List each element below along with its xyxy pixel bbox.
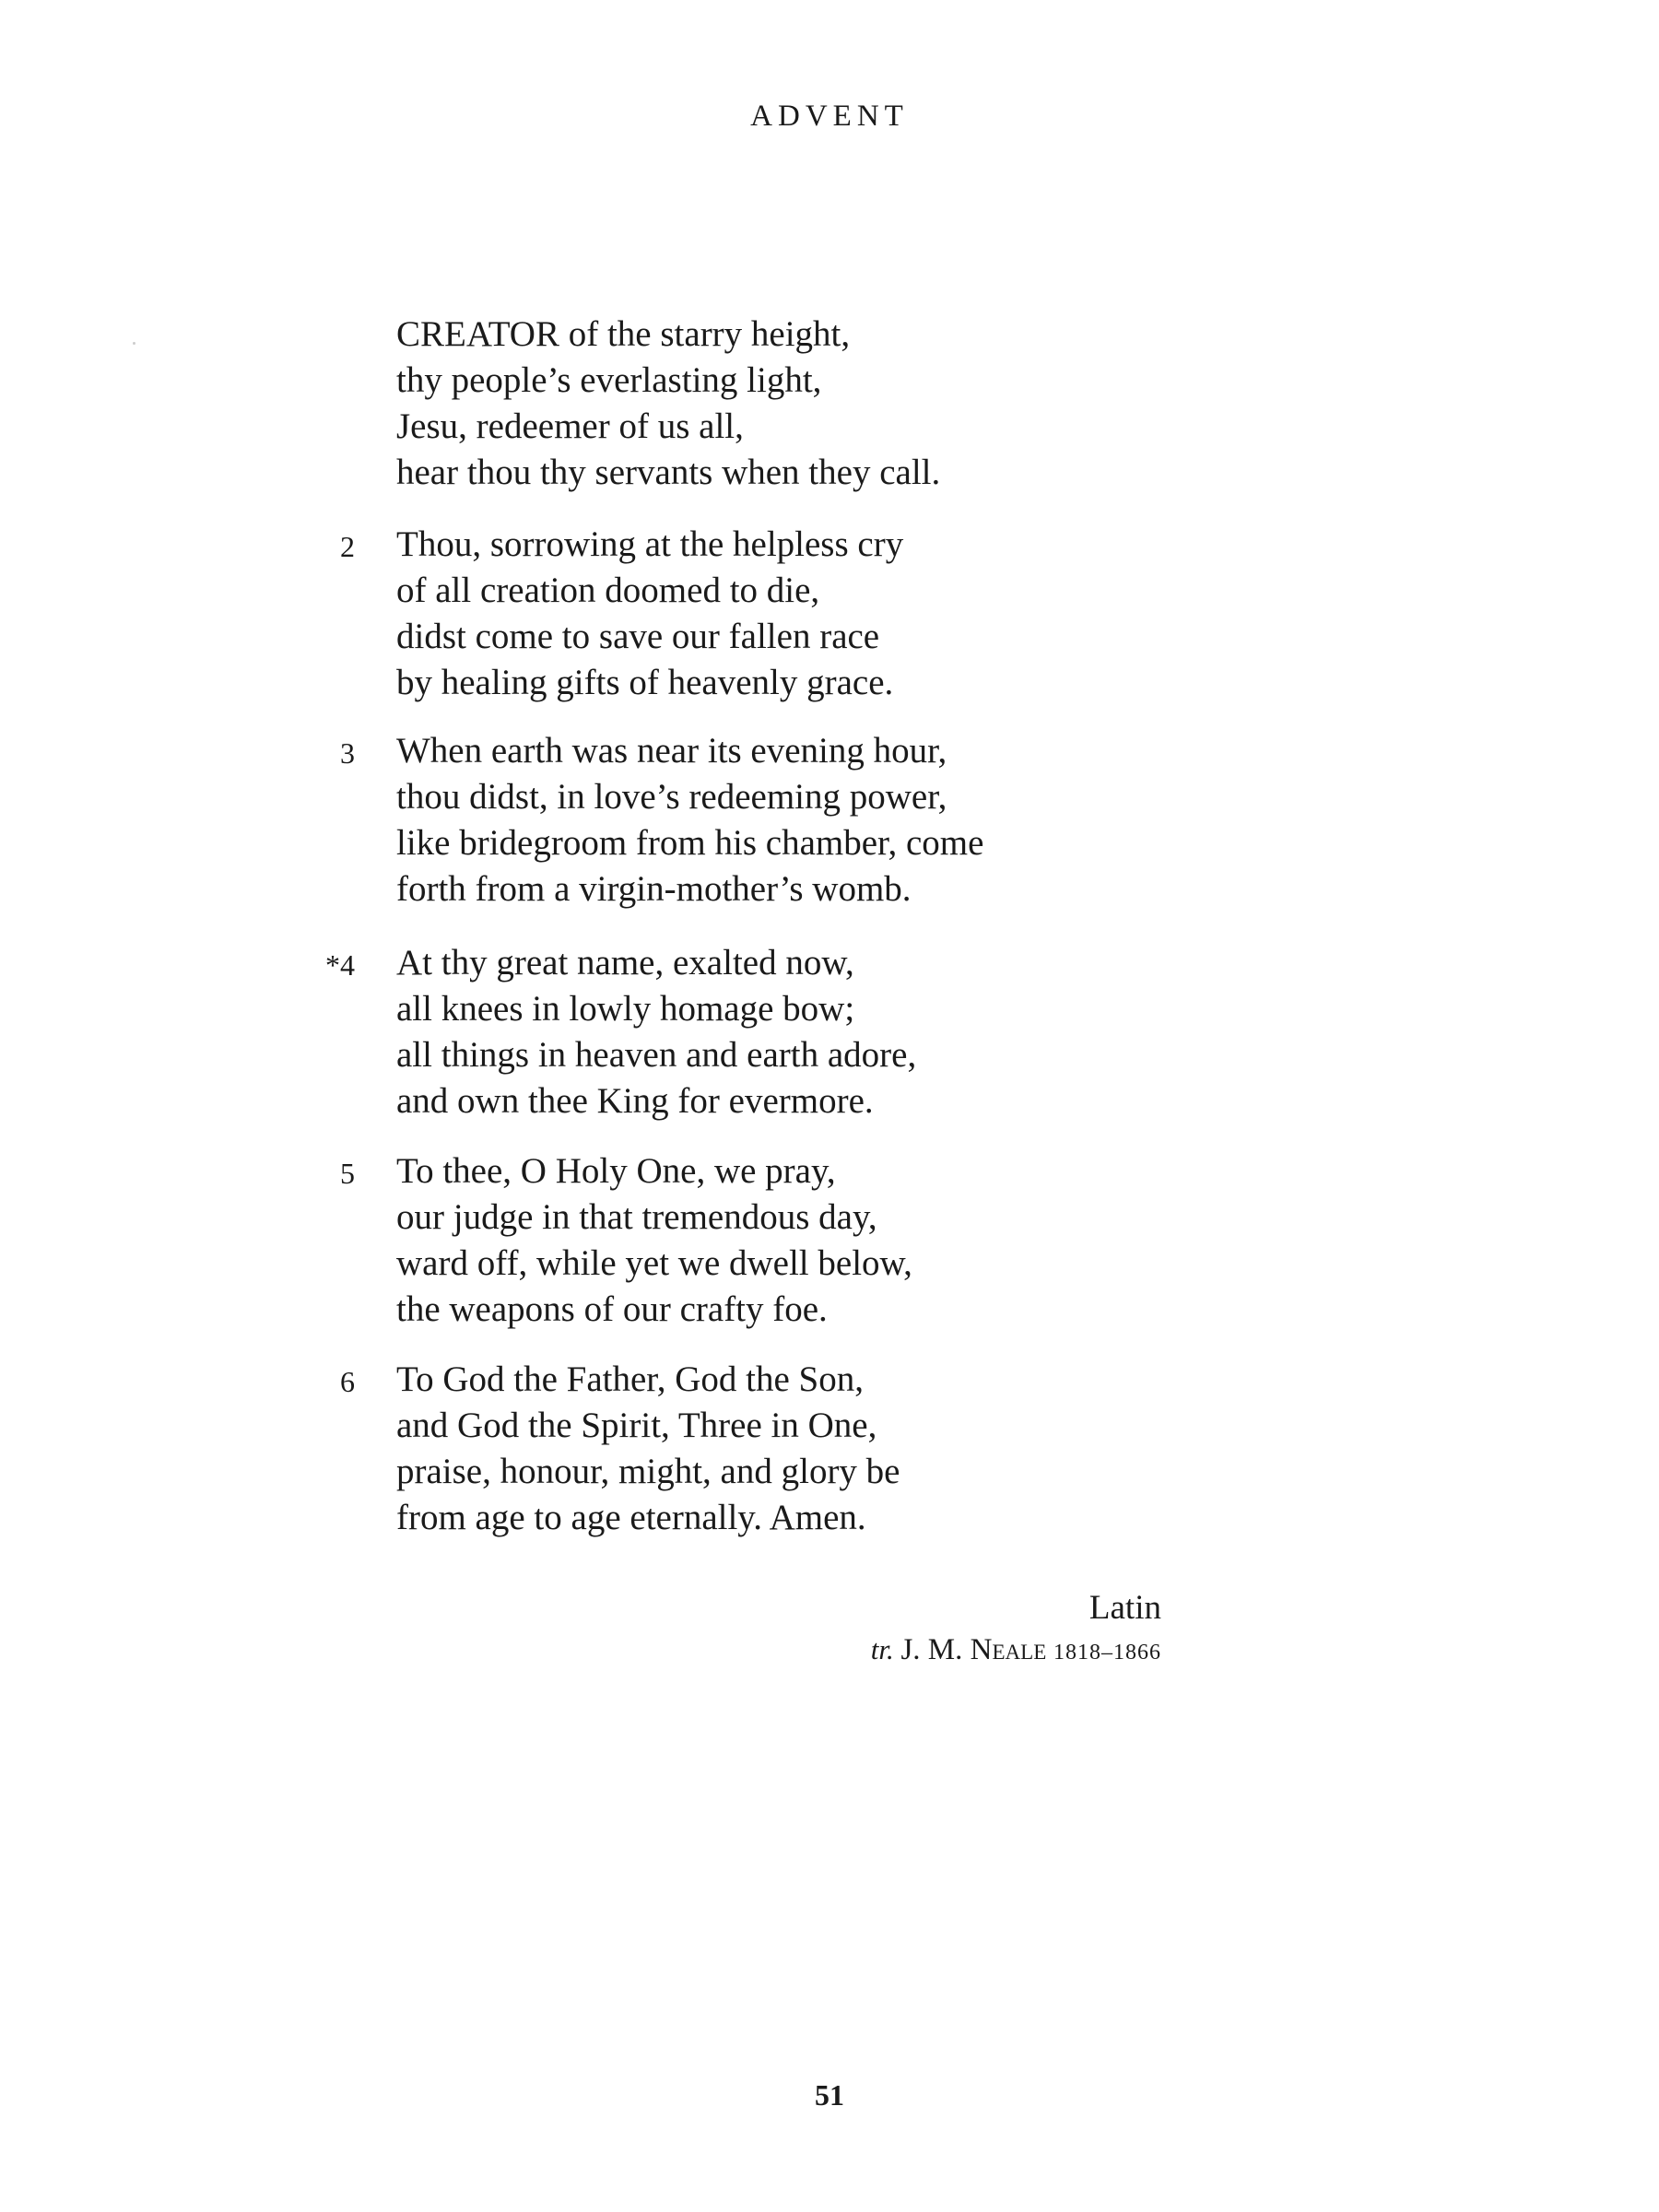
verse-line: thou didst, in love’s redeeming power, <box>396 777 947 817</box>
verse-line: our judge in that tremendous day, <box>396 1197 877 1237</box>
verse-line: forth from a virgin-mother’s womb. <box>396 869 912 909</box>
verse-line: all things in heaven and earth adore, <box>396 1035 917 1075</box>
verse-line: thy people’s everlasting light, <box>396 360 822 400</box>
verse-line: and own thee King for evermore. <box>396 1081 874 1121</box>
running-head: ADVENT <box>750 100 909 133</box>
verse-line: didst come to save our fallen race <box>396 617 880 656</box>
verse-lines <box>396 728 983 912</box>
verse-line: To God the Father, God the Son, <box>396 1359 864 1399</box>
verse-line: from age to age eternally. Amen. <box>396 1498 866 1537</box>
attribution-translator <box>871 1630 1161 1673</box>
translator-name: J. M. Neale <box>900 1633 1047 1666</box>
translator-dates: 1818–1866 <box>1053 1641 1161 1665</box>
verse-line: ward off, while yet we dwell below, <box>396 1243 912 1283</box>
verse-number: 3 <box>340 736 355 770</box>
verse-lines <box>396 1148 912 1333</box>
attribution <box>871 1587 1161 1673</box>
verse-line: At thy great name, exalted now, <box>396 943 854 982</box>
verse-lines <box>396 940 916 1124</box>
page-number: 51 <box>815 2078 844 2112</box>
verse-line: like bridegroom from his chamber, come <box>396 823 984 863</box>
verse-line: Jesu, redeemer of us all, <box>396 406 744 446</box>
verse-line: When earth was near its evening hour, <box>396 731 947 771</box>
verse-line: all knees in lowly homage bow; <box>396 989 855 1029</box>
verse-number: 5 <box>340 1157 355 1190</box>
verse-lines <box>396 1357 900 1541</box>
translator-prefix: tr. <box>870 1633 894 1665</box>
verse-line: praise, honour, might, and glory be <box>396 1452 900 1491</box>
verse-lines <box>396 522 903 706</box>
verse-line: To thee, O Holy One, we pray, <box>396 1151 836 1191</box>
paper-speck <box>133 342 135 345</box>
verse-line: and God the Spirit, Three in One, <box>396 1406 877 1445</box>
verse-line: hear thou thy servants when they call. <box>396 453 941 492</box>
verse-number: 6 <box>340 1365 355 1398</box>
verse-line: of all creation doomed to die, <box>396 571 820 610</box>
verse-line: CREATOR of the starry height, <box>396 314 851 354</box>
verse-number: 2 <box>340 530 355 563</box>
verse-number: *4 <box>325 948 355 982</box>
attribution-source: Latin <box>1088 1589 1161 1627</box>
verse-lines <box>396 312 940 496</box>
verse-line: Thou, sorrowing at the helpless cry <box>396 524 904 564</box>
verse-line: the weapons of our crafty foe. <box>396 1289 828 1329</box>
verse-line: by healing gifts of heavenly grace. <box>396 663 894 702</box>
